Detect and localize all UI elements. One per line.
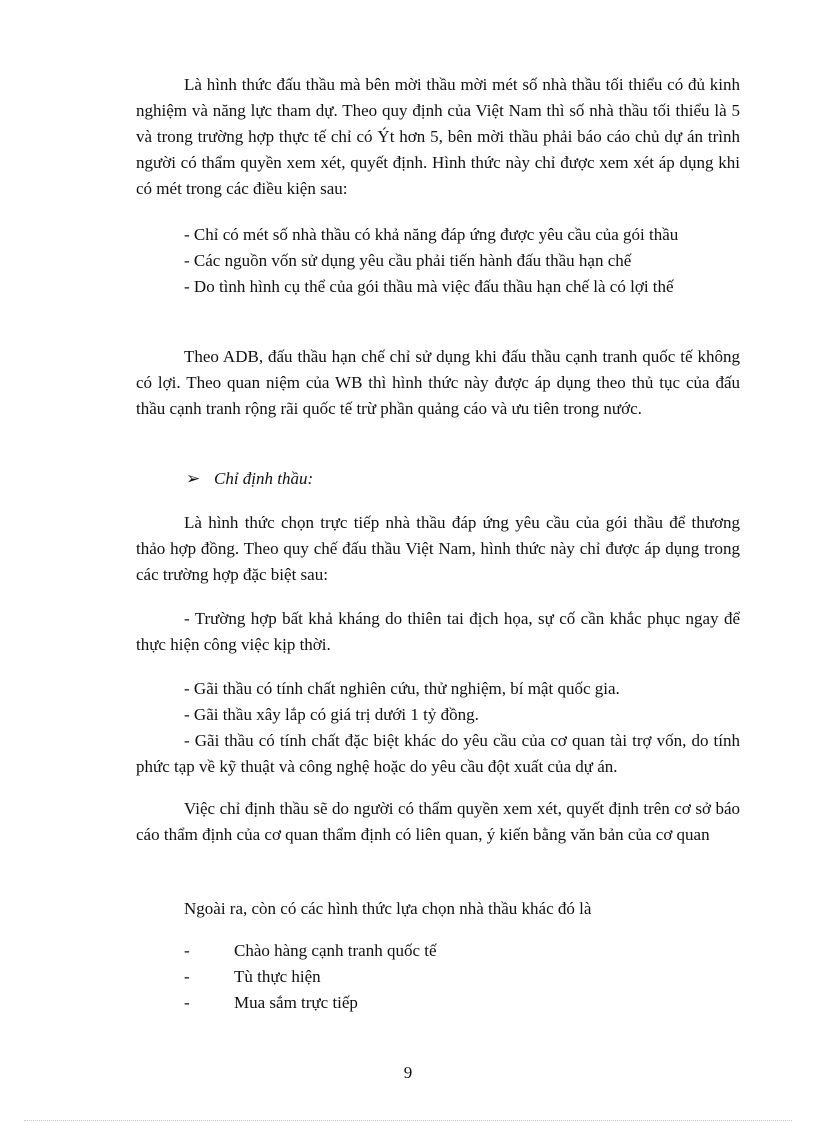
- paragraph-force-majeure: [136, 606, 740, 658]
- paragraph-limited-bidding: [136, 72, 740, 202]
- list-item-text: Tù thực hiện: [234, 967, 321, 986]
- paragraph-text: - Trường hợp bất khả kháng do thiên tai địch họa, sự cố cần khắc phục ngay để thực hiện công việc kịp thời.: [136, 609, 740, 654]
- heading-text: Chỉ định thầu:: [214, 469, 314, 488]
- conditions-list: [136, 222, 740, 300]
- list-dash: -: [184, 941, 190, 960]
- arrow-bullet-icon: ➢: [186, 469, 201, 488]
- other-forms-list: [184, 938, 684, 1016]
- footer-divider: [24, 1120, 792, 1121]
- paragraph-direct-appointment: [136, 510, 740, 588]
- paragraph-text: Theo ADB, đấu thầu hạn chế chỉ sử dụng khi đấu thầu cạnh tranh quốc tế không có lợi. Theo quan niệm của WB thì hình thức này được áp dụng theo thủ tục của đấu thầu cạnh tranh rộng rãi quốc tế trừ phần quảng cáo và ưu tiên trong nước.: [136, 347, 740, 418]
- paragraph-text: Là hình thức chọn trực tiếp nhà thầu đáp ứng yêu cầu của gói thầu để thương thảo hợp đồng. Theo quy chế đấu thầu Việt Nam, hình thức này chỉ được áp dụng trong các trường hợp đặc biệt sau:: [136, 513, 740, 584]
- condition-item: - Các nguồn vốn sử dụng yêu cầu phải tiến hành đấu thầu hạn chế: [184, 251, 632, 270]
- list-item-text: Mua sắm trực tiếp: [234, 993, 358, 1012]
- paragraph-text: Việc chỉ định thầu sẽ do người có thẩm quyền xem xét, quyết định trên cơ sở báo cáo thẩm định của cơ quan thẩm định có liên quan, ý kiến bằng văn bản của cơ quan: [136, 799, 740, 844]
- case-item: - Gãi thầu xây lắp có giá trị dưới 1 tỷ đồng.: [184, 705, 479, 724]
- list-dash: -: [184, 993, 190, 1012]
- list-dash: -: [184, 967, 190, 986]
- condition-item: - Chỉ có mét số nhà thầu có khả năng đáp ứng được yêu cầu của gói thầu: [184, 225, 679, 244]
- paragraph-text: Ngoài ra, còn có các hình thức lựa chọn nhà thầu khác đó là: [184, 899, 592, 918]
- paragraph-other-forms: [136, 896, 740, 922]
- section-heading: [186, 466, 313, 492]
- paragraph-appointment-decision: [136, 796, 740, 848]
- paragraph-adb-wb: [136, 344, 740, 422]
- list-item-text: Chào hàng cạnh tranh quốc tế: [234, 941, 437, 960]
- case-item: - Gãi thầu có tính chất đặc biệt khác do yêu cầu của cơ quan tài trợ vốn, do tính phức tạp về kỹ thuật và công nghệ hoặc do yêu cầu đột xuất của dự án.: [136, 731, 740, 776]
- condition-item: - Do tình hình cụ thể của gói thầu mà việc đấu thầu hạn chế là có lợi thế: [184, 277, 674, 296]
- list-item: [184, 964, 684, 990]
- paragraph-text: Là hình thức đấu thầu mà bên mời thầu mời mét số nhà thầu tối thiểu có đủ kinh nghiệm và năng lực tham dự. Theo quy định của Việt Nam thì số nhà thầu tối thiểu là 5 và trong trường hợp thực tế chỉ có Ýt hơn 5, bên mời thầu phải báo cáo chủ dự án trình người có thẩm quyền xem xét, quyết định. Hình thức này chỉ được xem xét áp dụng khi có mét trong các điều kiện sau:: [136, 75, 740, 198]
- list-item: [184, 990, 684, 1016]
- case-item: - Gãi thầu có tính chất nghiên cứu, thử nghiệm, bí mật quốc gia.: [184, 679, 620, 698]
- special-cases-list: [136, 676, 740, 780]
- page-number: 9: [403, 1063, 413, 1082]
- list-item: [184, 938, 684, 964]
